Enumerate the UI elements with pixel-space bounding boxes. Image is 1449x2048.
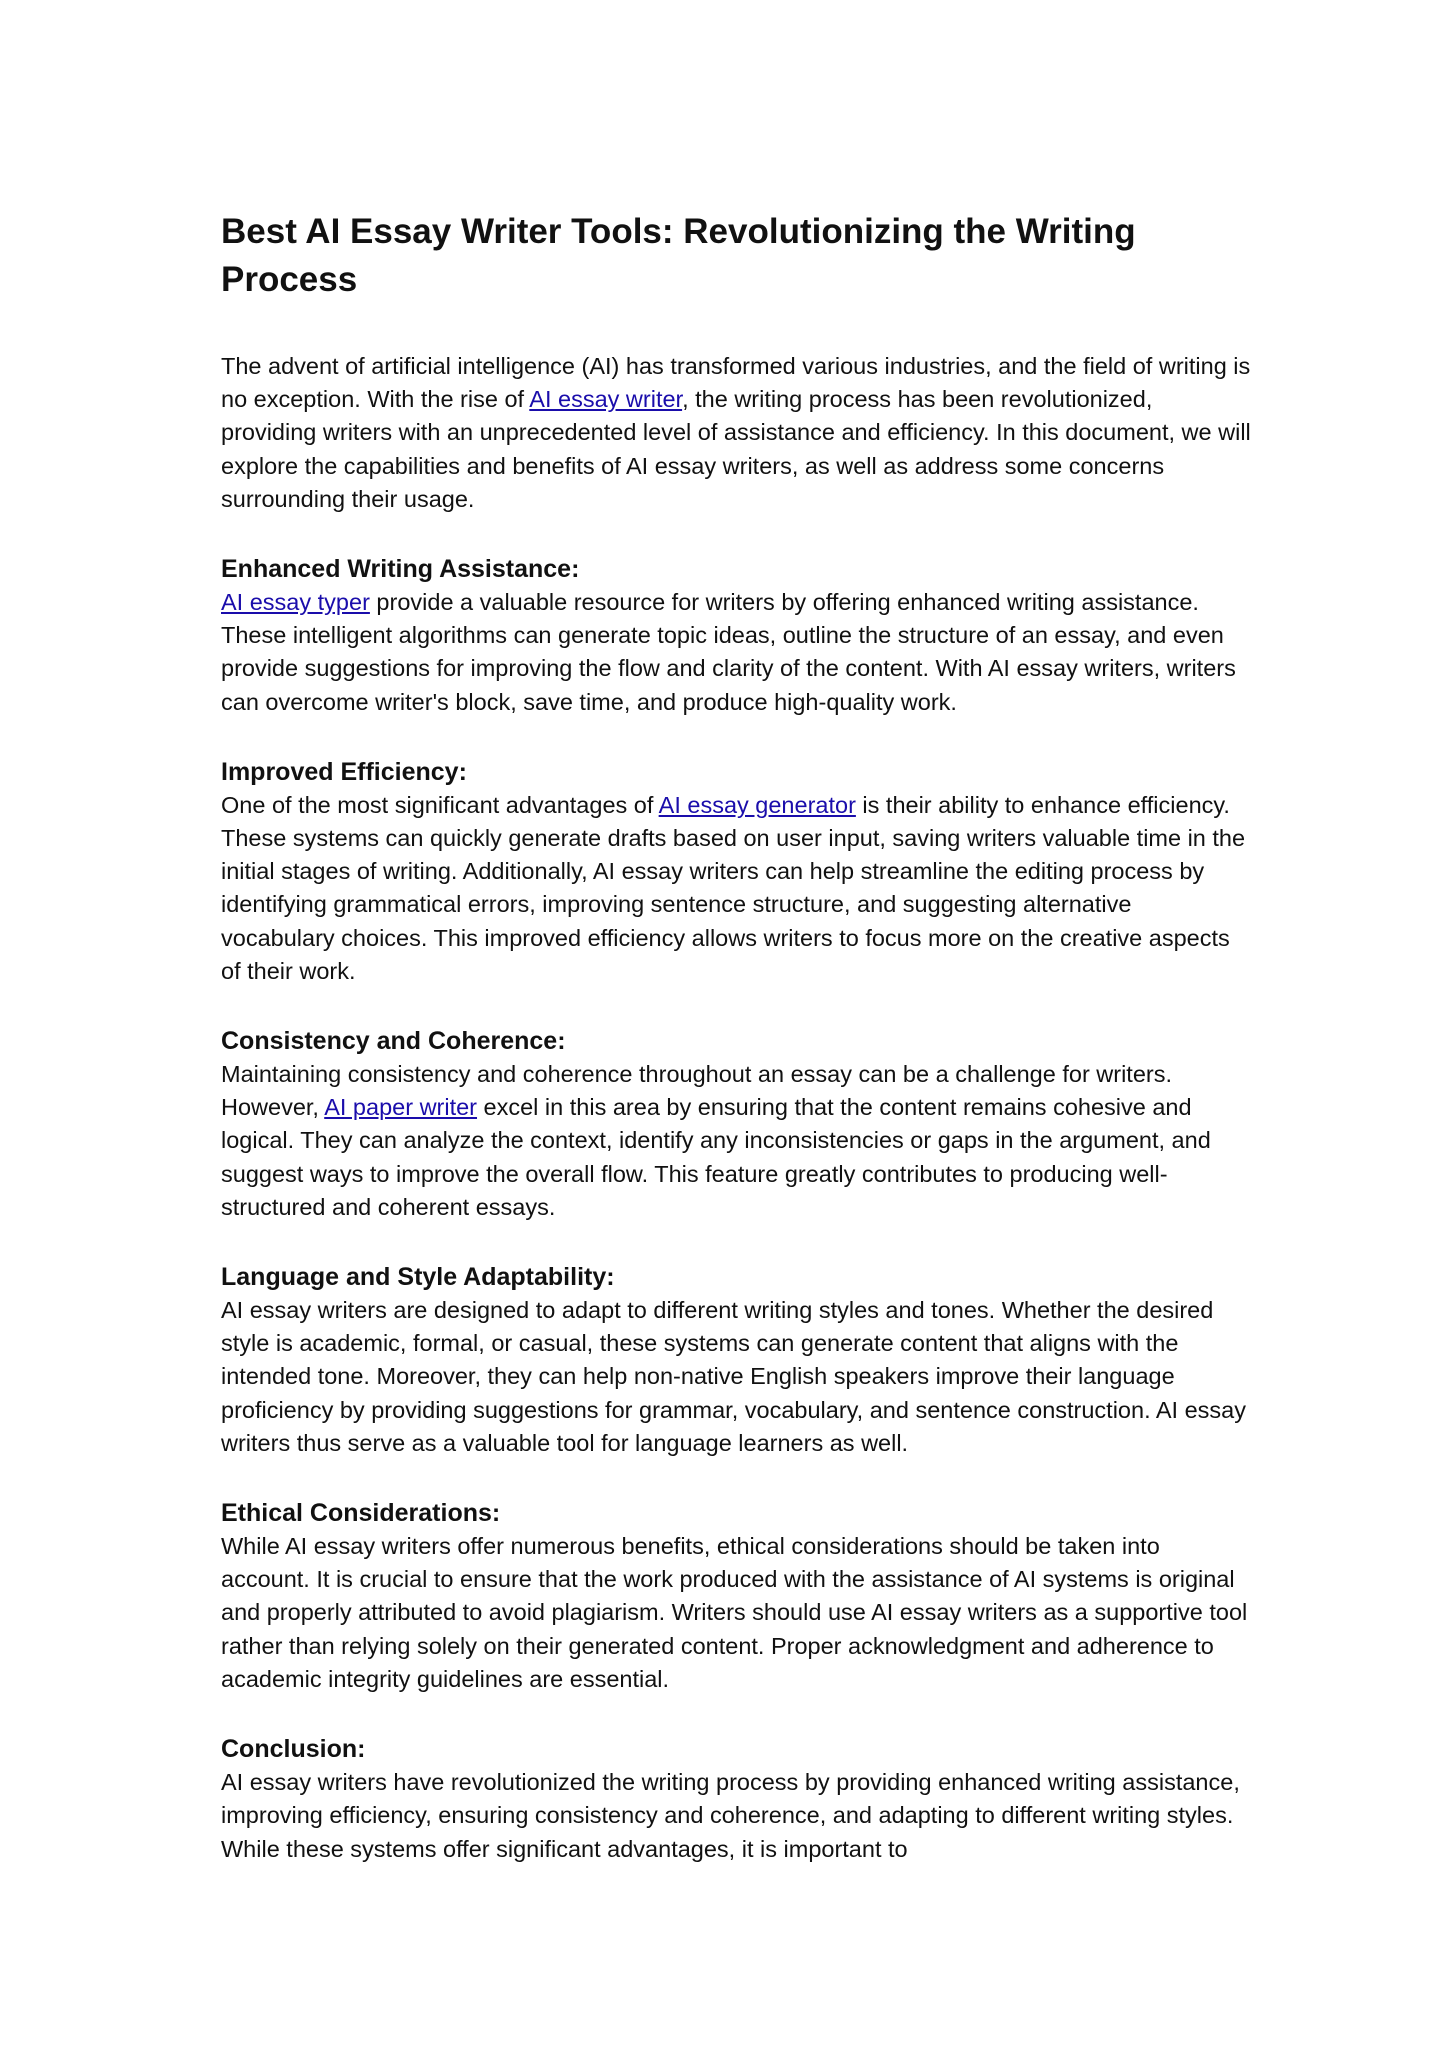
section-paragraph: While AI essay writers offer numerous benefits, ethical considerations should be taken into account. It is crucial to ensure that the work produced with the assistance of AI systems is original and properly attributed to avoid plagiarism. Writers should use AI essay writers as a supportive tool rather than relying solely on their generated content. Proper acknowledgment and adherence to academic integrity guidelines are essential. <box>221 1533 1248 1692</box>
section-paragraph <box>221 1058 1251 1224</box>
section-heading: Consistency and Coherence: <box>221 1027 566 1056</box>
section-heading: Conclusion: <box>221 1735 366 1764</box>
section-heading: Improved Efficiency: <box>221 757 467 786</box>
ai-essay-writer-link[interactable]: AI essay writer <box>529 386 683 413</box>
section-ethical-considerations <box>221 1496 1251 1696</box>
intro-paragraph <box>221 350 1251 516</box>
section-paragraph: AI essay writers are designed to adapt to different writing styles and tones. Whether the desired style is academic, formal, or casual, these systems can generate content that aligns with the intended tone. Moreover, they can help non-native English speakers improve their language proficiency by providing suggestions for grammar, vocabulary, and sentence construction. AI essay writers thus serve as a valuable tool for language learners as well. <box>221 1297 1246 1456</box>
section-heading: Ethical Considerations: <box>221 1499 501 1528</box>
section-paragraph: AI essay writers have revolutionized the writing process by providing enhanced writing assistance, improving efficiency, ensuring consistency and coherence, and adapting to different writing styles. While these systems offer significant advantages, it is important to <box>221 1769 1240 1862</box>
section-paragraph <box>221 586 1251 719</box>
paragraph-text-before-link: One of the most significant advantages of <box>221 791 659 818</box>
section-heading: Enhanced Writing Assistance: <box>221 555 580 584</box>
paragraph-text-after-link: excel in this area by ensuring that the content remains cohesive and logical. They can analyze the context, identify any inconsistencies or gaps in the argument, and suggest ways to improve the overall flow. This feature greatly contributes to producing well-structured and coherent essays. <box>221 1094 1211 1220</box>
ai-essay-generator-link[interactable]: AI essay generator <box>658 791 856 818</box>
paragraph-text-after-link: provide a valuable resource for writers by offering enhanced writing assistance. These intelligent algorithms can generate topic ideas, outline the structure of an essay, and even provide suggestions for improving the flow and clarity of the content. With AI essay writers, writers can overcome writer's block, save time, and produce high-quality work. <box>221 589 1236 715</box>
paragraph-text-after-link: is their ability to enhance efficiency. These systems can quickly generate drafts based on user input, saving writers valuable time in the initial stages of writing. Additionally, AI essay writers can help streamline the editing process by identifying grammatical errors, improving sentence structure, and suggesting alternative vocabulary choices. This improved efficiency allows writers to focus more on the creative aspects of their work. <box>221 791 1246 984</box>
intro-text-before-link: The advent of artificial intelligence (AI) has transformed various industries, and the field of writing is no exception. With the rise of <box>221 353 1251 413</box>
ai-paper-writer-link[interactable]: AI paper writer <box>324 1094 478 1121</box>
paragraph-text-before-link: Maintaining consistency and coherence throughout an essay can be a challenge for writers. However, <box>221 1061 1173 1121</box>
section-language-and-style-adaptability <box>221 1260 1251 1460</box>
section-improved-efficiency <box>221 755 1251 988</box>
document-page <box>221 208 1251 1866</box>
section-consistency-and-coherence <box>221 1024 1251 1224</box>
document-title: Best AI Essay Writer Tools: Revolutionizing the Writing Process <box>221 212 1136 299</box>
section-enhanced-writing-assistance <box>221 552 1251 719</box>
ai-essay-typer-link[interactable]: AI essay typer <box>221 589 370 616</box>
intro-text-after-link: , the writing process has been revolutionized, providing writers with an unprecedented level of assistance and efficiency. In this document, we will explore the capabilities and benefits of AI essay writers, as well as address some concerns surrounding their usage. <box>221 386 1251 512</box>
section-paragraph <box>221 789 1251 988</box>
section-conclusion <box>221 1732 1251 1866</box>
section-heading: Language and Style Adaptability: <box>221 1263 615 1292</box>
